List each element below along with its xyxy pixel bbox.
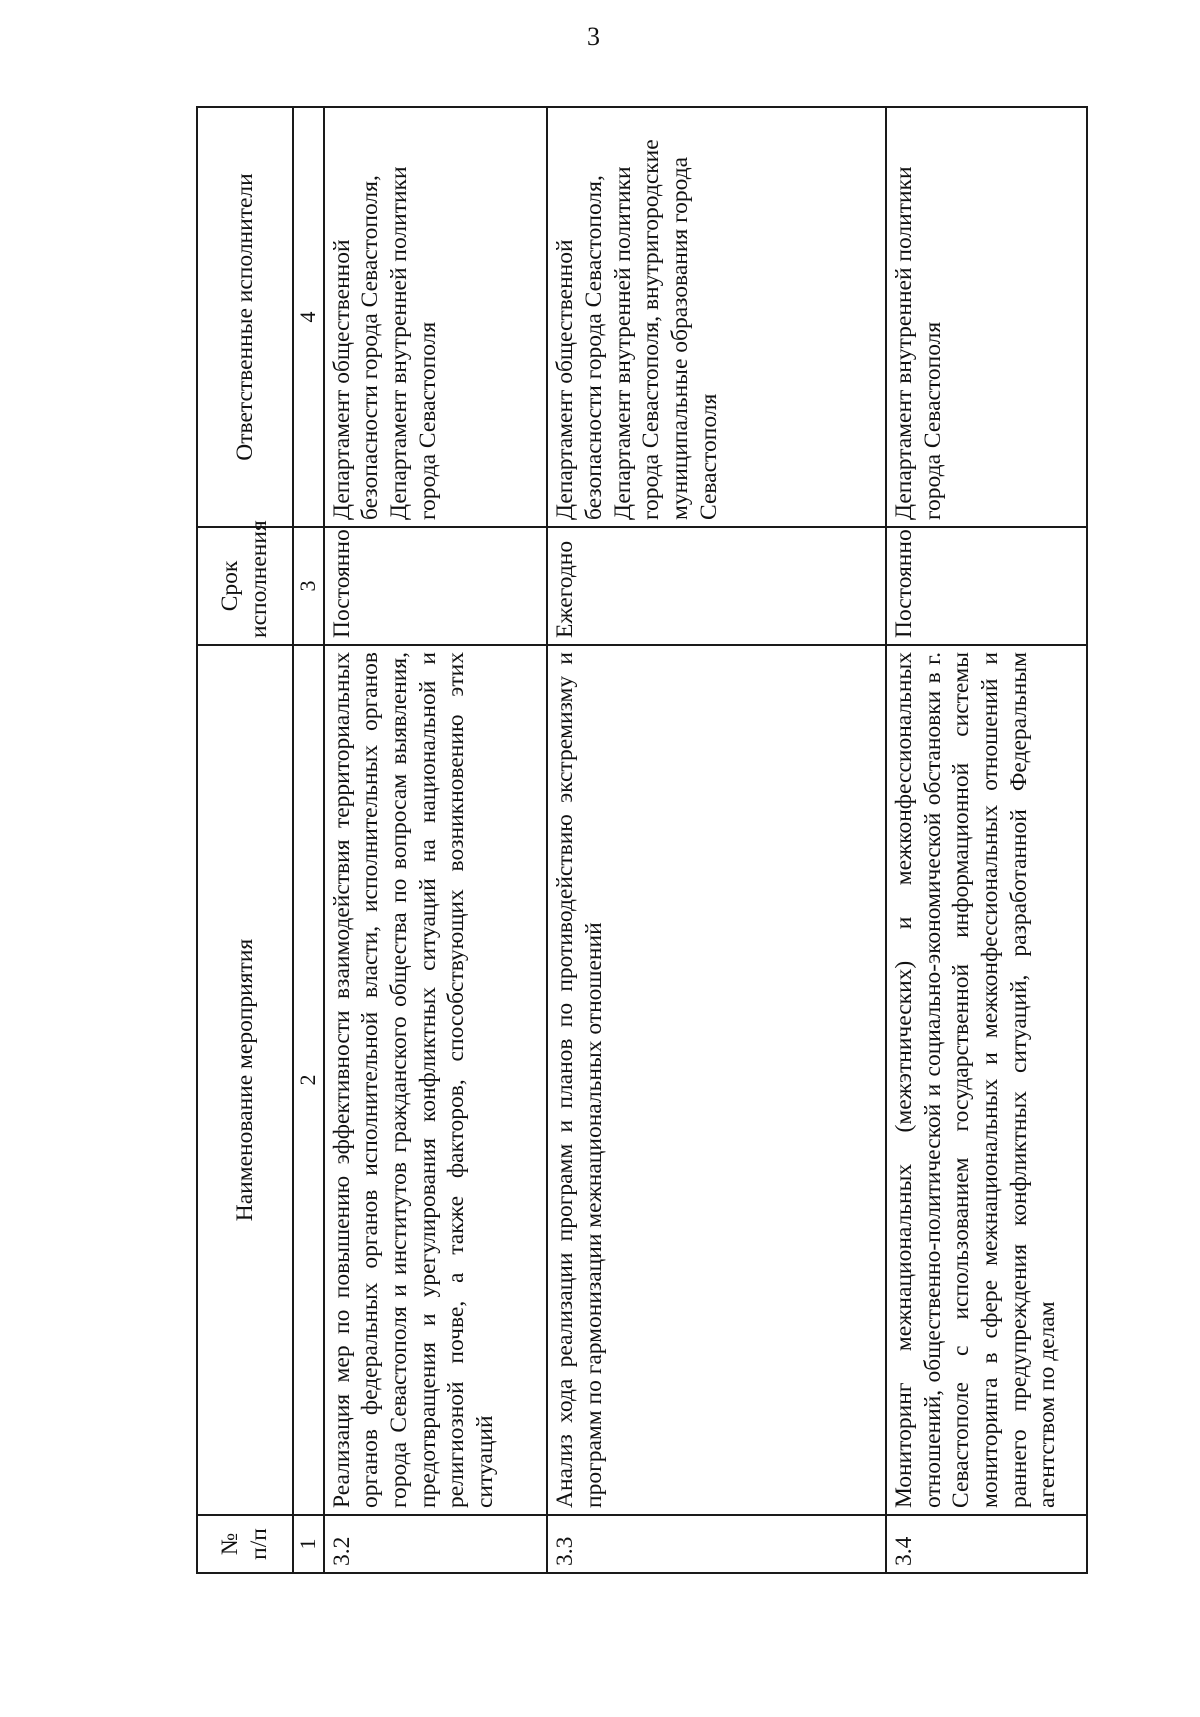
event-responsible: Департамент общественной безопасности города Севастополя, Департамент внутренней политики города Севастополя — [324, 107, 548, 527]
column-number-row — [293, 107, 324, 1573]
column-number: 2 — [293, 645, 324, 1515]
event-responsible: Департамент общественной безопасности города Севастополя, Департамент внутренней политики города Севастополя, внутригородские муниципальные образования города Севастополя — [547, 107, 886, 527]
table-header-row — [197, 107, 293, 1573]
event-term: Постоянно — [324, 527, 548, 645]
event-responsible: Департамент внутренней политики города Севастополя — [886, 107, 1087, 527]
header-number: № п/п — [197, 1515, 293, 1573]
column-number: 4 — [293, 107, 324, 527]
events-table — [196, 106, 1088, 1574]
header-responsible: Ответственные исполнители — [197, 107, 293, 527]
row-number: 3.2 — [324, 1515, 548, 1573]
table-row — [547, 107, 886, 1573]
column-number: 3 — [293, 527, 324, 645]
row-number: 3.4 — [886, 1515, 1087, 1573]
event-name: Мониторинг межнациональных (межэтнических) и межконфессиональных отношений, общественно-политической и социально-экономической обстановки в г. Севастополе с использованием государственной информационной системы мониторинга в сфере межнациональных и межконфессиональных отношений и раннего предупреждения конфликтных ситуаций, разработанной Федеральным агентством по делам — [886, 645, 1087, 1515]
table-row — [324, 107, 548, 1573]
header-event-name: Наименование мероприятия — [197, 645, 293, 1515]
table-row — [886, 107, 1087, 1573]
rotated-table-wrapper — [196, 108, 1088, 1574]
event-name: Реализация мер по повышению эффективности взаимодействия территориальных органов федеральных органов исполнительной власти, исполнительных органов города Севастополя и институтов гражданского общества по вопросам выявления, предотвращения и урегулирования конфликтных ситуаций на национальной и религиозной почве, а также факторов, способствующих возникновению этих ситуаций — [324, 645, 548, 1515]
header-term: Срок исполнения — [197, 527, 293, 645]
event-term: Постоянно — [886, 527, 1087, 645]
column-number: 1 — [293, 1515, 324, 1573]
row-number: 3.3 — [547, 1515, 886, 1573]
event-name: Анализ хода реализации программ и планов по противодействию экстремизму и программ по гармонизации межнациональных отношений — [547, 645, 886, 1515]
event-term: Ежегодно — [547, 527, 886, 645]
